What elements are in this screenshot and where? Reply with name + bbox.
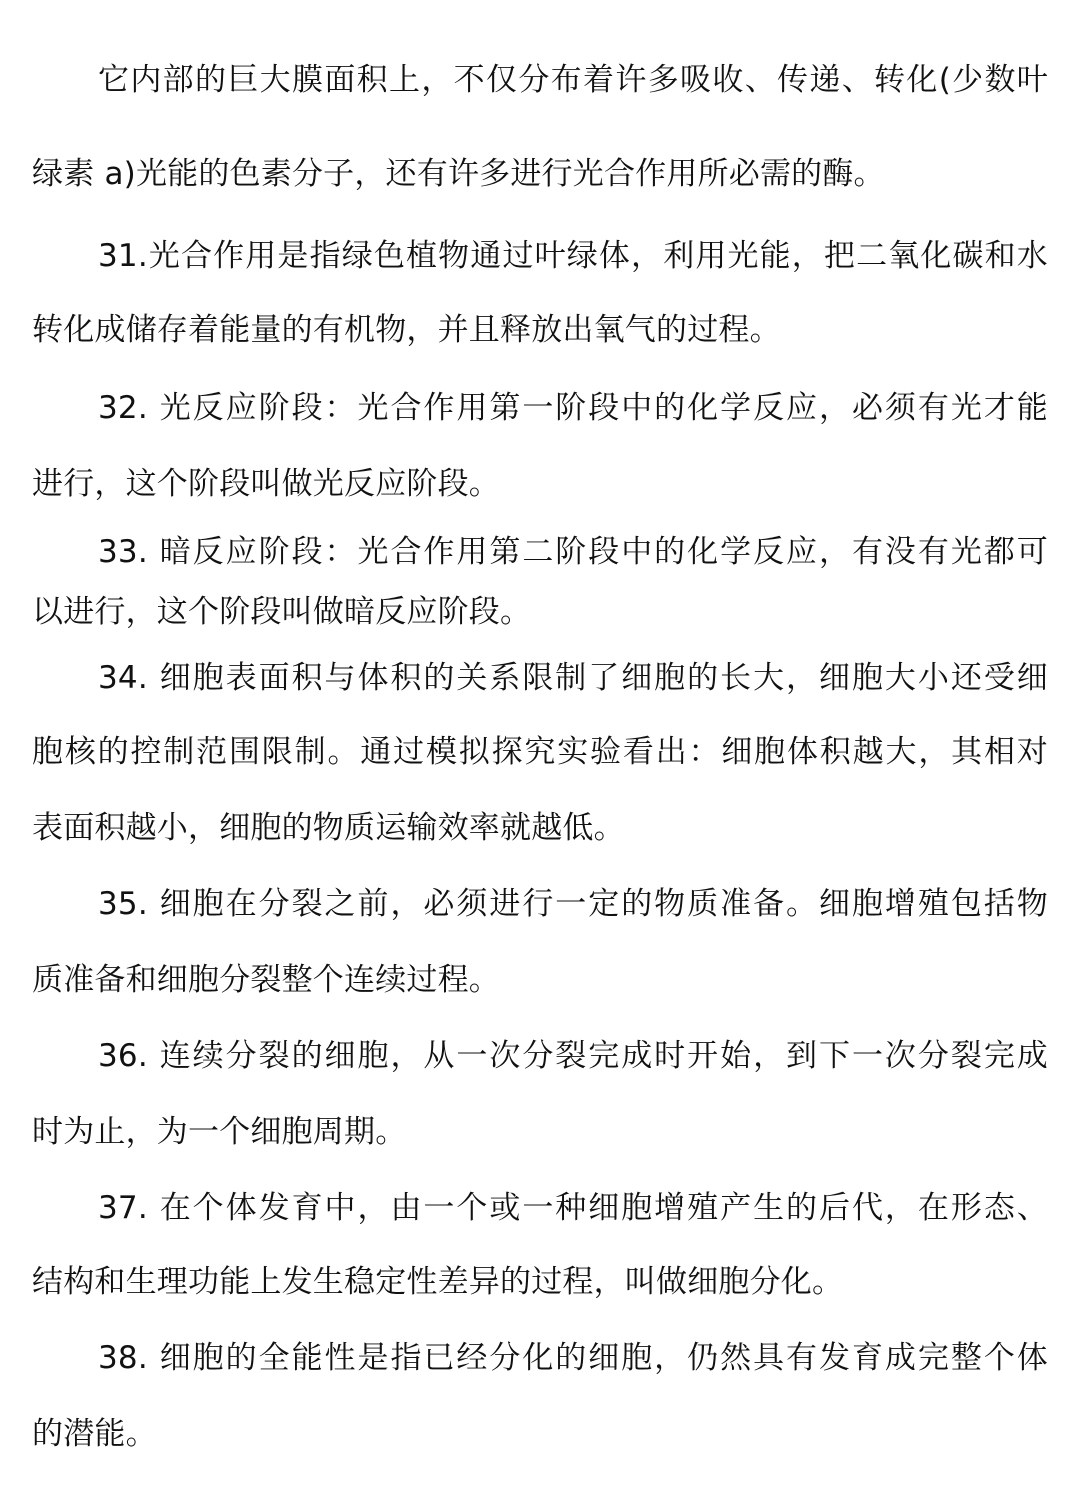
- text-line: 转化成储存着能量的有机物，并且释放出氧气的过程。: [32, 312, 781, 348]
- text-line: 37. 在个体发育中，由一个或一种细胞增殖产生的后代，在形态、: [98, 1190, 1048, 1226]
- text-line: 38. 细胞的全能性是指已经分化的细胞，仍然具有发育成完整个体: [98, 1340, 1048, 1376]
- text-line: 33. 暗反应阶段：光合作用第二阶段中的化学反应，有没有光都可: [98, 534, 1048, 570]
- text-line: 表面积越小，细胞的物质运输效率就越低。: [32, 810, 625, 846]
- text-line: 31.光合作用是指绿色植物通过叶绿体，利用光能，把二氧化碳和水: [98, 238, 1048, 274]
- text-line: 以进行，这个阶段叫做暗反应阶段。: [32, 594, 532, 630]
- text-line: 34. 细胞表面积与体积的关系限制了细胞的长大，细胞大小还受细: [98, 660, 1048, 696]
- text-line: 质准备和细胞分裂整个连续过程。: [32, 962, 500, 998]
- text-line: 35. 细胞在分裂之前，必须进行一定的物质准备。细胞增殖包括物: [98, 886, 1048, 922]
- text-line: 的潜能。: [32, 1416, 157, 1452]
- text-line: 它内部的巨大膜面积上，不仅分布着许多吸收、传递、转化(少数叶: [98, 62, 1048, 98]
- text-line: 32. 光反应阶段：光合作用第一阶段中的化学反应，必须有光才能: [98, 390, 1048, 426]
- text-line: 时为止，为一个细胞周期。: [32, 1114, 407, 1150]
- text-line: 36. 连续分裂的细胞，从一次分裂完成时开始，到下一次分裂完成: [98, 1038, 1048, 1074]
- text-line: 胞核的控制范围限制。通过模拟探究实验看出：细胞体积越大，其相对: [32, 734, 1048, 770]
- text-line: 进行，这个阶段叫做光反应阶段。: [32, 466, 500, 502]
- text-line: 绿素 a)光能的色素分子，还有许多进行光合作用所必需的酶。: [32, 156, 885, 192]
- text-line: 结构和生理功能上发生稳定性差异的过程，叫做细胞分化。: [32, 1264, 844, 1300]
